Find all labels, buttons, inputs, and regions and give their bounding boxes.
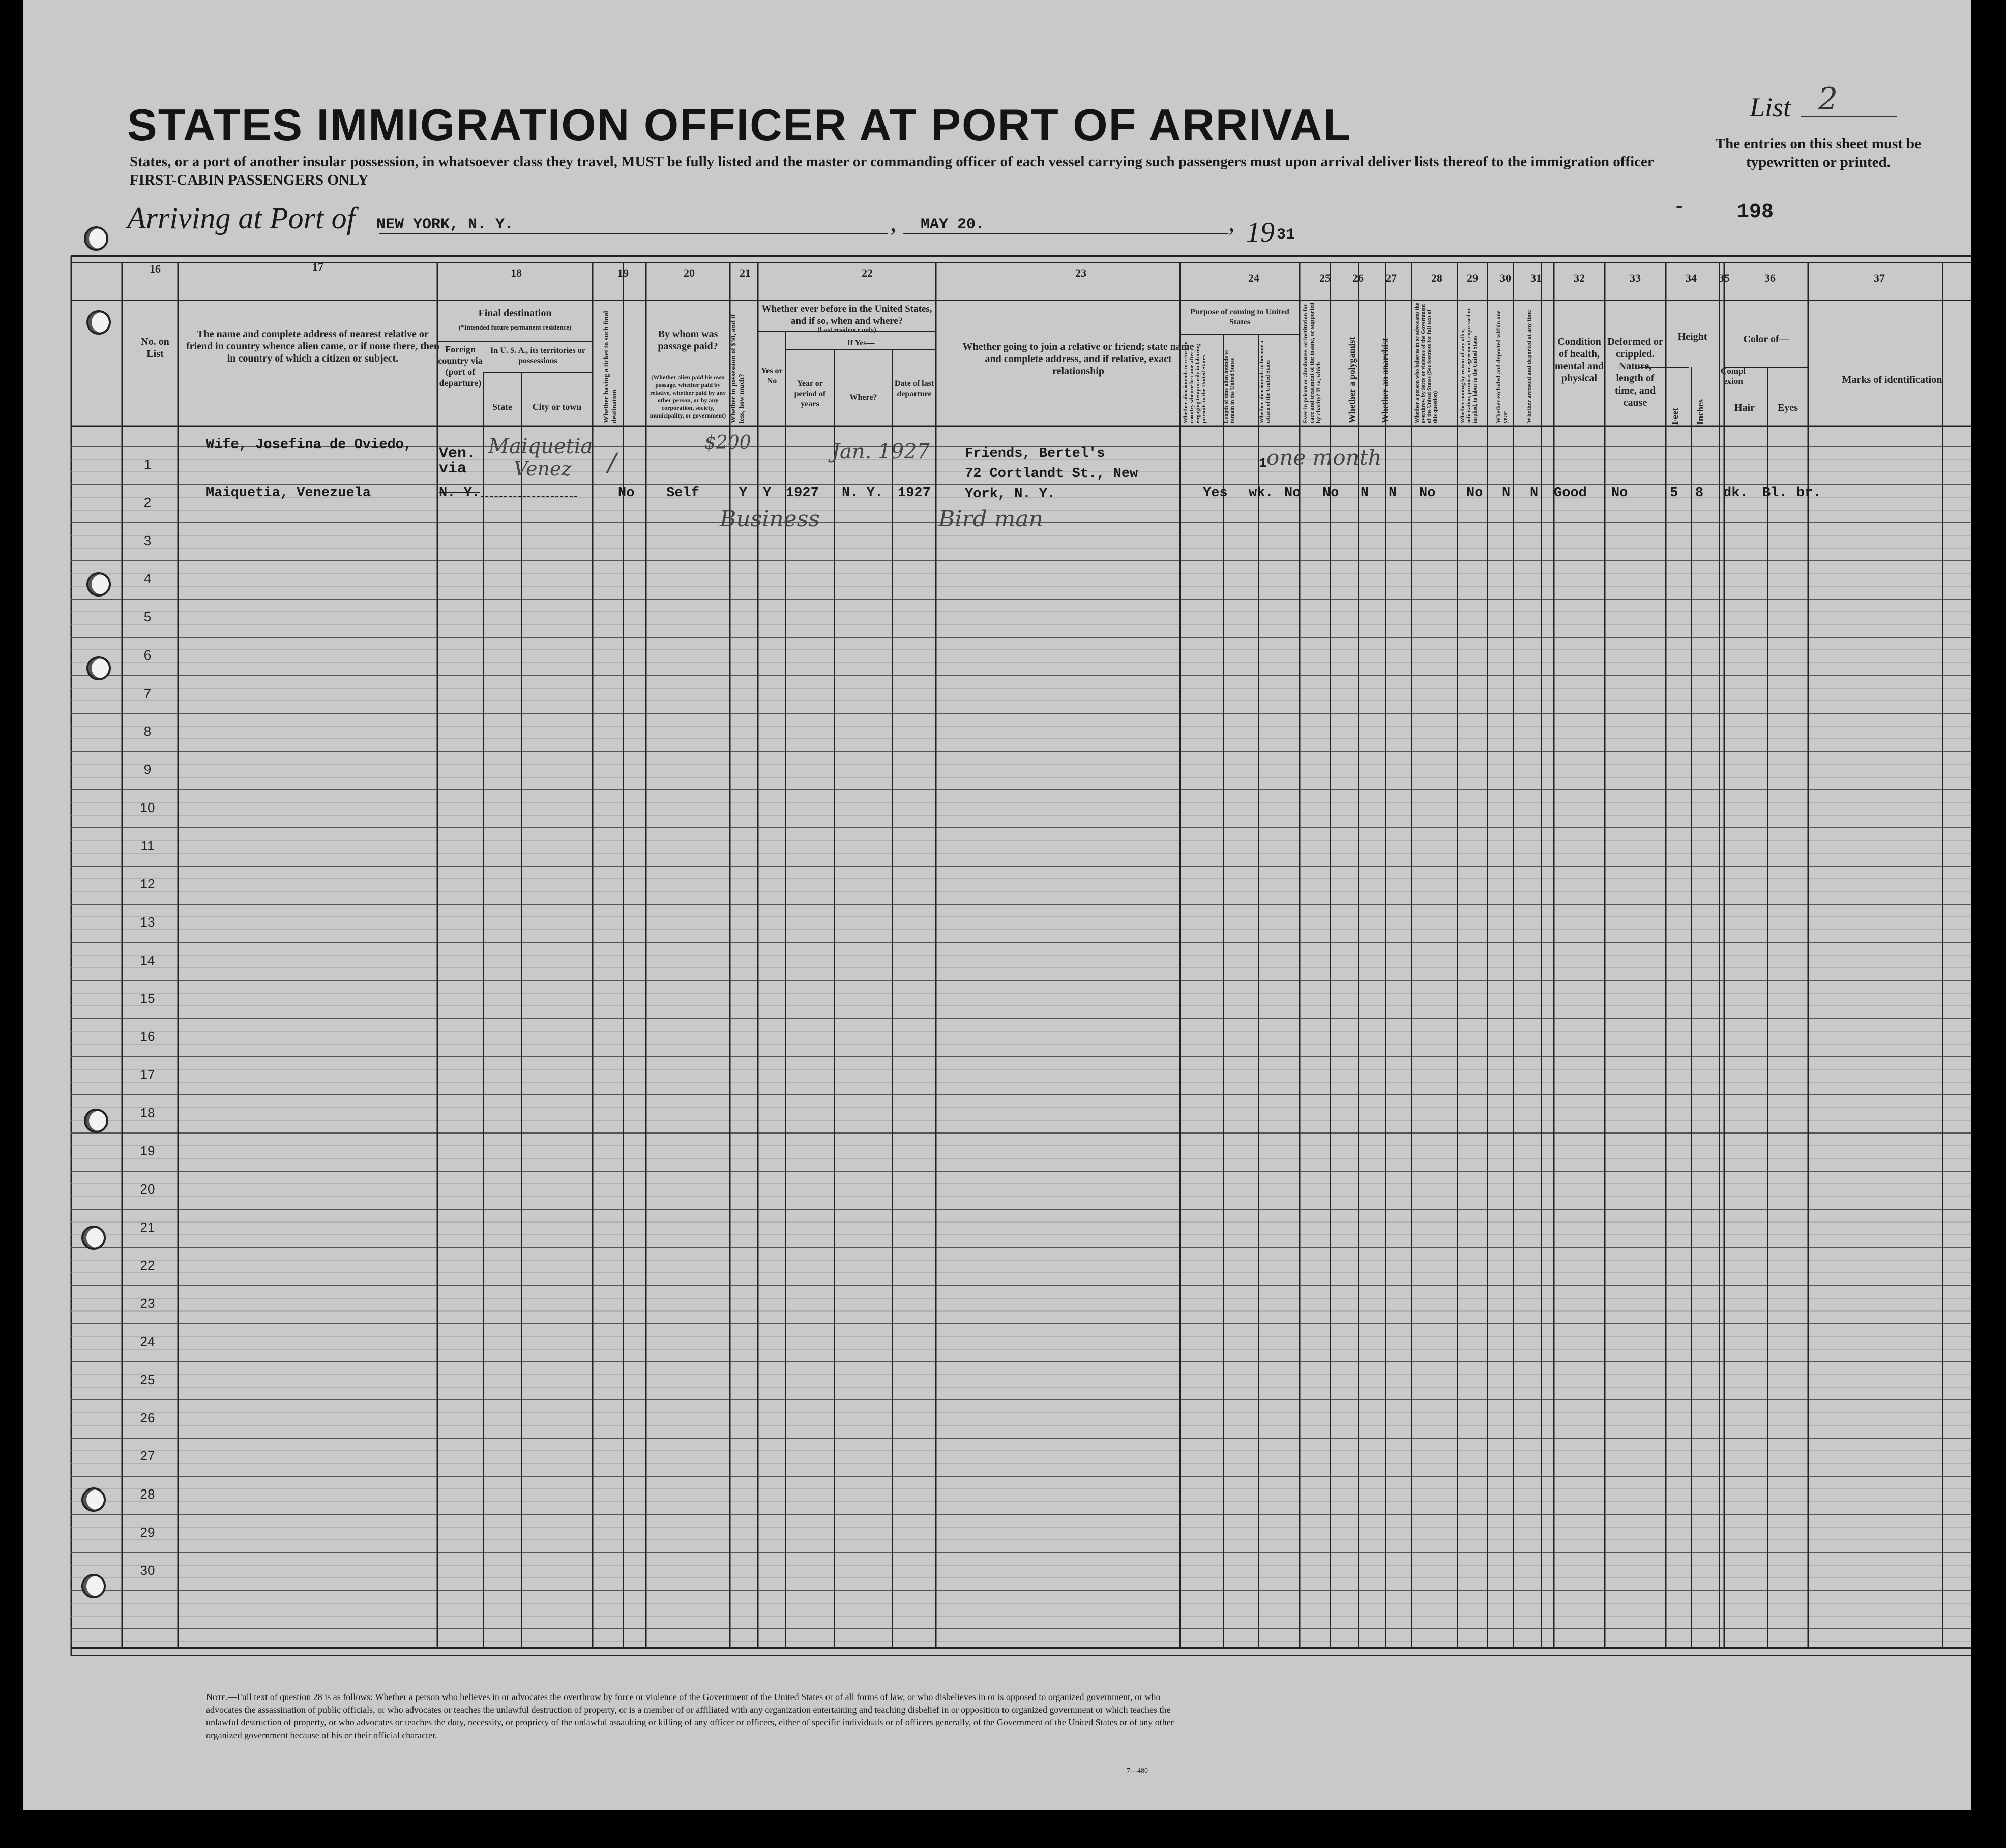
footnote-text: —Full text of question 28 is as follows: Whether a person who believes in or advocates the overthrow by force or violence of the Government of the United States or of all forms of law, or who disbelieves in or is opposed to organized government, or who advocates the assassination of public officials, or who advocates or teaches the unlawful destruction of property, or is a member of or affiliated with any organization entertaining and teaching disbelief in or opposition to organized government or which teaches the unlawful destruction of property, or who advocates or teaches the duty, necessity, or propriety of the unlawful assaulting or killing of any officer or officers, either of specific individuals or of officers generally, of the Government of the United States or of any other organized government because of his or their official character. — [206, 1692, 1174, 1740]
col-num-28: 28 — [1431, 272, 1442, 284]
col20-sub: (Whether alien paid his own passage, whether paid by relative, whether paid by any other person, or by any corporation, society, municipality, or government) — [650, 374, 726, 419]
col-num-21: 21 — [740, 266, 751, 279]
row-number: 20 — [140, 1181, 155, 1197]
hand-length: one month — [1266, 445, 1382, 470]
foreign-line-1: Ven. — [439, 445, 476, 462]
col36-eyes: Eyes — [1778, 402, 1798, 413]
col-num-25: 25 — [1319, 272, 1331, 284]
eyes-value: br. — [1796, 486, 1821, 501]
col-num-26: 26 — [1352, 272, 1364, 284]
col-num-19: 19 — [617, 266, 629, 279]
col21-label: Whether in possession of $50, and if less, how much? — [730, 314, 746, 423]
row-number: 6 — [143, 647, 152, 663]
row-number: 30 — [140, 1563, 155, 1578]
foreign-line-3: N. Y. — [439, 486, 481, 501]
col22-ifyes: If Yes— — [847, 339, 875, 347]
list-label: List — [1750, 92, 1791, 123]
ticket-value: No — [618, 486, 635, 501]
row-number: 1 — [143, 457, 152, 472]
before-yesno: Y — [763, 486, 772, 501]
feet-value: 5 — [1670, 486, 1678, 501]
col24-v2: Length of time alien intends to remain in the United States — [1223, 350, 1235, 423]
col36-hair: Hair — [1734, 402, 1755, 413]
hand-check: / — [608, 448, 616, 477]
length-num: 1 — [1259, 456, 1267, 471]
class-line: FIRST-CABIN PASSENGERS ONLY — [130, 172, 369, 188]
col33-label: Deformed or crippled. Nature, length of time, and cause — [1607, 336, 1663, 408]
binder-hole — [81, 1574, 106, 1598]
col35-label: Complexion — [1720, 366, 1746, 386]
join-line-1: Friends, Bertel's — [965, 446, 1105, 461]
hair-value: Bl. — [1762, 486, 1787, 501]
col22-date: Date of last departure — [894, 379, 934, 398]
row-number: 25 — [140, 1372, 155, 1387]
purpose-return: Yes — [1203, 486, 1228, 501]
deformed-value: No — [1611, 486, 1628, 501]
col32-label: Condition of health, mental and physical — [1554, 336, 1604, 384]
row-number: 12 — [140, 876, 155, 891]
row-number: 13 — [140, 914, 155, 930]
col-num-35: 35 — [1719, 272, 1730, 284]
hand-business: Business — [720, 506, 820, 532]
year-prefix: 19 — [1246, 217, 1275, 248]
row-number: 5 — [143, 609, 152, 624]
col-num-34: 34 — [1686, 272, 1697, 284]
relative-line-2: Maiquetia, Venezuela — [206, 486, 371, 501]
col18-label: Final destination — [478, 308, 552, 319]
col18-state: State — [492, 402, 512, 412]
col-num-17: 17 — [312, 260, 323, 273]
row-number: 23 — [140, 1296, 155, 1311]
col34-feet: Feet — [1670, 408, 1680, 425]
col16-label: No. on List — [141, 336, 169, 360]
manifest-sheet — [23, 0, 1971, 1810]
hand-jan: Jan. 1927 — [832, 440, 930, 463]
row-number: 16 — [140, 1029, 155, 1044]
col-num-27: 27 — [1385, 272, 1397, 284]
polygamist-value: N — [1361, 486, 1369, 501]
labor-offer-value: No — [1466, 486, 1483, 501]
col-num-30: 30 — [1500, 272, 1511, 284]
become-citizen: No — [1284, 486, 1301, 501]
entries-note: The entries on this sheet must be typewritten or printed. — [1715, 136, 1922, 170]
col28-label: Whether a person who believes in or advocates the overthrow by force or violence of the Government of the United States (See footnote for full text of this question) — [1414, 303, 1438, 423]
row-number: 21 — [140, 1219, 155, 1235]
dash-mark: - — [1676, 194, 1683, 217]
col-num-29: 29 — [1467, 272, 1478, 284]
row-number: 27 — [140, 1448, 155, 1464]
hand-city-2: Venez — [514, 458, 572, 480]
comma-mark: , — [890, 208, 897, 236]
col27-label: Whether an anarchist — [1380, 338, 1390, 423]
col22-year: Year or period of years — [794, 379, 826, 408]
col-num-22: 22 — [862, 266, 873, 279]
col18-city: City or town — [532, 402, 582, 412]
strikeout-dashes — [481, 496, 577, 497]
col18-usa: In U. S. A., its territories or possessions — [490, 346, 585, 365]
row-number: 3 — [143, 533, 152, 548]
col24-label: Purpose of coming to United States — [1190, 308, 1289, 326]
foreign-line-2: via — [439, 460, 467, 478]
col-num-18: 18 — [511, 266, 522, 279]
footnote — [206, 1691, 1183, 1742]
col23-label: Whether going to join a relative or friend; state name and complete address, and if relative, exact relationship — [962, 341, 1194, 377]
join-line-2: 72 Cortlandt St., New — [965, 466, 1138, 482]
row-number: 10 — [140, 800, 155, 815]
row-number: 4 — [143, 571, 152, 586]
col-num-33: 33 — [1630, 272, 1641, 284]
binder-hole — [81, 1226, 106, 1250]
footnote-lead: Note. — [206, 1692, 228, 1702]
has-50-value: Y — [739, 486, 748, 501]
binder-hole — [86, 310, 111, 335]
col-num-32: 32 — [1574, 272, 1585, 284]
form-title: STATES IMMIGRATION OFFICER AT PORT OF ARRIVAL — [127, 100, 1352, 150]
row-number: 7 — [143, 685, 152, 701]
col-num-37: 37 — [1874, 272, 1885, 284]
col-num-36: 36 — [1764, 272, 1776, 284]
col22-yesno: Yes or No — [761, 367, 783, 385]
list-number: 2 — [1818, 81, 1838, 117]
col34-label: Height — [1677, 331, 1707, 342]
overthrow-value: No — [1419, 486, 1436, 501]
form-code: 7—480 — [1127, 1767, 1148, 1775]
before-where: N. Y. — [842, 486, 883, 501]
col-num-31: 31 — [1530, 272, 1542, 284]
row-number: 2 — [143, 495, 152, 510]
col25-label: Ever in prison or almshouse, or institution for care and treatment of the insane, or supported by charity? If so, which — [1302, 302, 1322, 423]
paid-by-value: Self — [666, 486, 699, 501]
arrested-value: N — [1530, 486, 1539, 501]
col-num-20: 20 — [684, 266, 695, 279]
hand-money: $200 — [704, 432, 751, 453]
year-suffix: 31 — [1277, 226, 1295, 244]
complexion-value: dk. — [1723, 486, 1748, 501]
inches-value: 8 — [1695, 486, 1704, 501]
col24-v3: Whether alien intends to become a citizen of the United States — [1259, 340, 1271, 423]
excluded-value: N — [1502, 486, 1511, 501]
row-number: 9 — [143, 762, 152, 777]
row-number: 19 — [140, 1143, 155, 1158]
sheet-number: 198 — [1737, 201, 1774, 224]
binder-hole — [84, 226, 108, 251]
hand-city-1: Maiquetia — [488, 435, 593, 458]
comma-mark-2: , — [1228, 208, 1235, 236]
col37-label: Marks of identification — [1842, 374, 1942, 385]
binder-hole — [86, 572, 111, 597]
col-num-24: 24 — [1248, 272, 1259, 284]
col19-label: Whether having a ticket to such final destination — [603, 311, 618, 423]
row-number: 18 — [140, 1105, 155, 1120]
row-number: 22 — [140, 1258, 155, 1273]
row-number: 24 — [140, 1334, 155, 1349]
before-year: 1927 — [786, 486, 819, 501]
binder-hole — [86, 656, 111, 680]
col17-label: The name and complete address of nearest relative or friend in country whence alien came, or if none there, then in country of which a citizen or subject. — [186, 329, 440, 364]
col22-sub: (Last residence only) — [817, 325, 876, 333]
row-number: 29 — [140, 1525, 155, 1540]
col18-sub: (*Intended future permanent residence) — [458, 323, 572, 331]
before-date: 1927 — [898, 486, 931, 501]
hand-bird-man: Bird man — [938, 506, 1043, 532]
col20-label: By whom was passage paid? — [658, 329, 718, 352]
anarchist-value: N — [1389, 486, 1397, 501]
col24-v1: Whether alien intends to return to country whence he came after engaging temporarily in laboring pursuits in the United States — [1183, 341, 1207, 423]
col18-foreign: Foreign country via (port of departure) — [438, 344, 483, 388]
row-number: 15 — [140, 991, 155, 1006]
prison-value: No — [1322, 486, 1339, 501]
arriving-label: Arriving at Port of — [127, 201, 356, 235]
row-number: 26 — [140, 1410, 155, 1425]
col-num-16: 16 — [150, 262, 161, 275]
date-value: MAY 20. — [921, 216, 985, 233]
port-value: NEW YORK, N. Y. — [376, 216, 514, 233]
row-number: 8 — [143, 724, 152, 739]
instructions-text: States, or a port of another insular possession, in whatsoever class they travel, MUST be fully listed and the master or commanding officer of each vessel carrying such passengers must upon arrival deliver lists thereof to the immigration officer — [130, 154, 1654, 170]
row-number: 28 — [140, 1486, 155, 1502]
relative-line-1: Wife, Josefina de Oviedo, — [206, 437, 412, 453]
row-number: 14 — [140, 952, 155, 968]
col36-label: Color of— — [1743, 334, 1789, 345]
col29-label: Whether coming by reason of any offer, solicitation, promise, or agreement, expressed or implied, to labor in the United States — [1460, 308, 1478, 423]
row-number: 17 — [140, 1067, 155, 1082]
binder-hole — [81, 1487, 106, 1512]
col22-label: Whether ever before in the United States, and if so, when and where? — [761, 304, 932, 326]
join-line-3: York, N. Y. — [965, 487, 1056, 502]
binder-hole — [84, 1109, 108, 1133]
col30-label: Whether excluded and deported within one year — [1495, 310, 1509, 423]
col34-inches: Inches — [1695, 399, 1705, 425]
health-value: Good — [1554, 486, 1587, 501]
col22-where: Where? — [849, 393, 877, 402]
col31-label: Whether arrested and deported at any time — [1525, 310, 1532, 423]
length-unit: wk. — [1249, 486, 1274, 501]
col-num-23: 23 — [1075, 266, 1086, 279]
col26-label: Whether a polygamist — [1347, 337, 1357, 423]
row-number: 11 — [140, 838, 155, 853]
